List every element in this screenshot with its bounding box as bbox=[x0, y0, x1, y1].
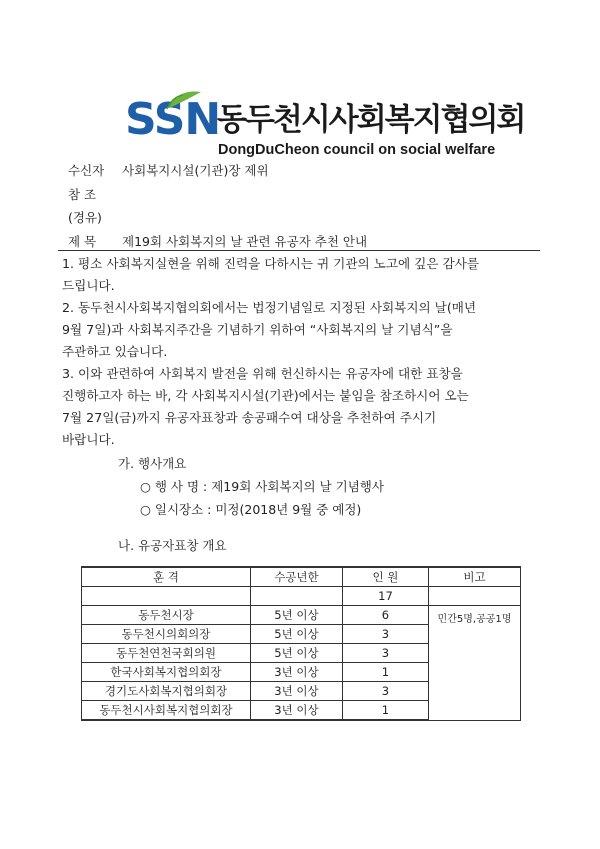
text-line: 7월 27일(금)까지 유공자표창과 송공패수여 대상을 추천하여 주시기 bbox=[62, 410, 437, 425]
column-header: 훈 격 bbox=[82, 567, 251, 587]
award-count: 1 bbox=[342, 663, 428, 682]
award-count: 3 bbox=[342, 625, 428, 644]
award-name: 경기도사회복지협의회장 bbox=[82, 682, 251, 701]
logo-abbr: SSN bbox=[125, 94, 221, 145]
award-name: 동두천연천국회의원 bbox=[82, 644, 251, 663]
table-cell bbox=[250, 587, 342, 606]
award-years: 3년 이상 bbox=[250, 663, 342, 682]
reference-label: 참 조 bbox=[68, 187, 97, 202]
text-line: 바랍니다. bbox=[62, 432, 115, 447]
org-name-ko: 동두천시사회복지협의회 bbox=[217, 102, 525, 138]
paragraph-1 bbox=[62, 253, 540, 297]
text-line: 주관하고 있습니다. bbox=[62, 344, 168, 359]
event-place-item: ○ 일시장소 : 미정(2018년 9월 중 예정) bbox=[140, 502, 362, 517]
total-count: 17 bbox=[342, 587, 428, 606]
via-row bbox=[68, 210, 122, 226]
award-years: 5년 이상 bbox=[250, 625, 342, 644]
table-cell bbox=[82, 587, 251, 606]
text-line: 진행하고자 하는 바, 각 사회복지시설(기관)에서는 붙임을 참조하시어 오는 bbox=[62, 388, 469, 403]
award-years: 5년 이상 bbox=[250, 644, 342, 663]
text-line: 9월 7일)과 사회복지주간을 기념하기 위하여 “사회복지의 날 기념식”을 bbox=[62, 322, 453, 337]
table-header-row bbox=[82, 567, 521, 587]
paragraph-3 bbox=[62, 363, 540, 451]
recipient-label: 수신자 bbox=[68, 163, 105, 178]
subject-value: 제19회 사회복지의 날 관련 유공자 추천 안내 bbox=[122, 234, 368, 249]
text-line: 2. 동두천시사회복지협의회에서는 법정기념일로 지정된 사회복지의 날(매년 bbox=[62, 300, 477, 315]
subject-row bbox=[68, 234, 367, 250]
text-line: 1. 평소 사회복지실현을 위해 진력을 다하시는 귀 기관의 노고에 깊은 감사를 bbox=[62, 256, 480, 271]
table-row bbox=[82, 606, 521, 625]
recipient-row bbox=[68, 163, 269, 179]
award-note: 민간5명,공공1명 bbox=[428, 606, 520, 721]
award-count: 6 bbox=[342, 606, 428, 625]
subject-divider bbox=[58, 250, 540, 251]
org-name-en: DongDuCheon council on social welfare bbox=[218, 142, 496, 158]
via-label: (경유) bbox=[68, 210, 102, 225]
award-years: 5년 이상 bbox=[250, 606, 342, 625]
event-heading: 가. 행사개요 bbox=[118, 456, 187, 471]
award-name: 동두천시의회의장 bbox=[82, 625, 251, 644]
award-name: 동두천시장 bbox=[82, 606, 251, 625]
award-years: 3년 이상 bbox=[250, 682, 342, 701]
award-heading: 나. 유공자표창 개요 bbox=[118, 538, 227, 553]
text-line: 드립니다. bbox=[62, 278, 115, 293]
column-header: 수공년한 bbox=[250, 567, 342, 587]
award-name: 동두천시사회복지협의회장 bbox=[82, 701, 251, 721]
column-header: 비고 bbox=[428, 567, 520, 587]
column-header: 인 원 bbox=[342, 567, 428, 587]
table-cell bbox=[428, 587, 520, 606]
org-logo bbox=[125, 92, 525, 160]
award-count: 3 bbox=[342, 644, 428, 663]
text-line: 3. 이와 관련하여 사회복지 발전을 위해 헌신하시는 유공자에 대한 표창을 bbox=[62, 366, 463, 381]
table-total-row bbox=[82, 587, 521, 606]
award-count: 1 bbox=[342, 701, 428, 721]
leaf-icon bbox=[165, 88, 205, 110]
reference-row bbox=[68, 187, 122, 203]
subject-label: 제 목 bbox=[68, 234, 97, 249]
award-table bbox=[81, 566, 521, 721]
award-years: 3년 이상 bbox=[250, 701, 342, 721]
paragraph-2 bbox=[62, 297, 540, 363]
recipient-value: 사회복지시설(기관)장 제위 bbox=[122, 163, 269, 178]
award-count: 3 bbox=[342, 682, 428, 701]
award-name: 한국사회복지협의회장 bbox=[82, 663, 251, 682]
event-name-item: ○ 행 사 명 : 제19회 사회복지의 날 기념행사 bbox=[140, 479, 384, 494]
